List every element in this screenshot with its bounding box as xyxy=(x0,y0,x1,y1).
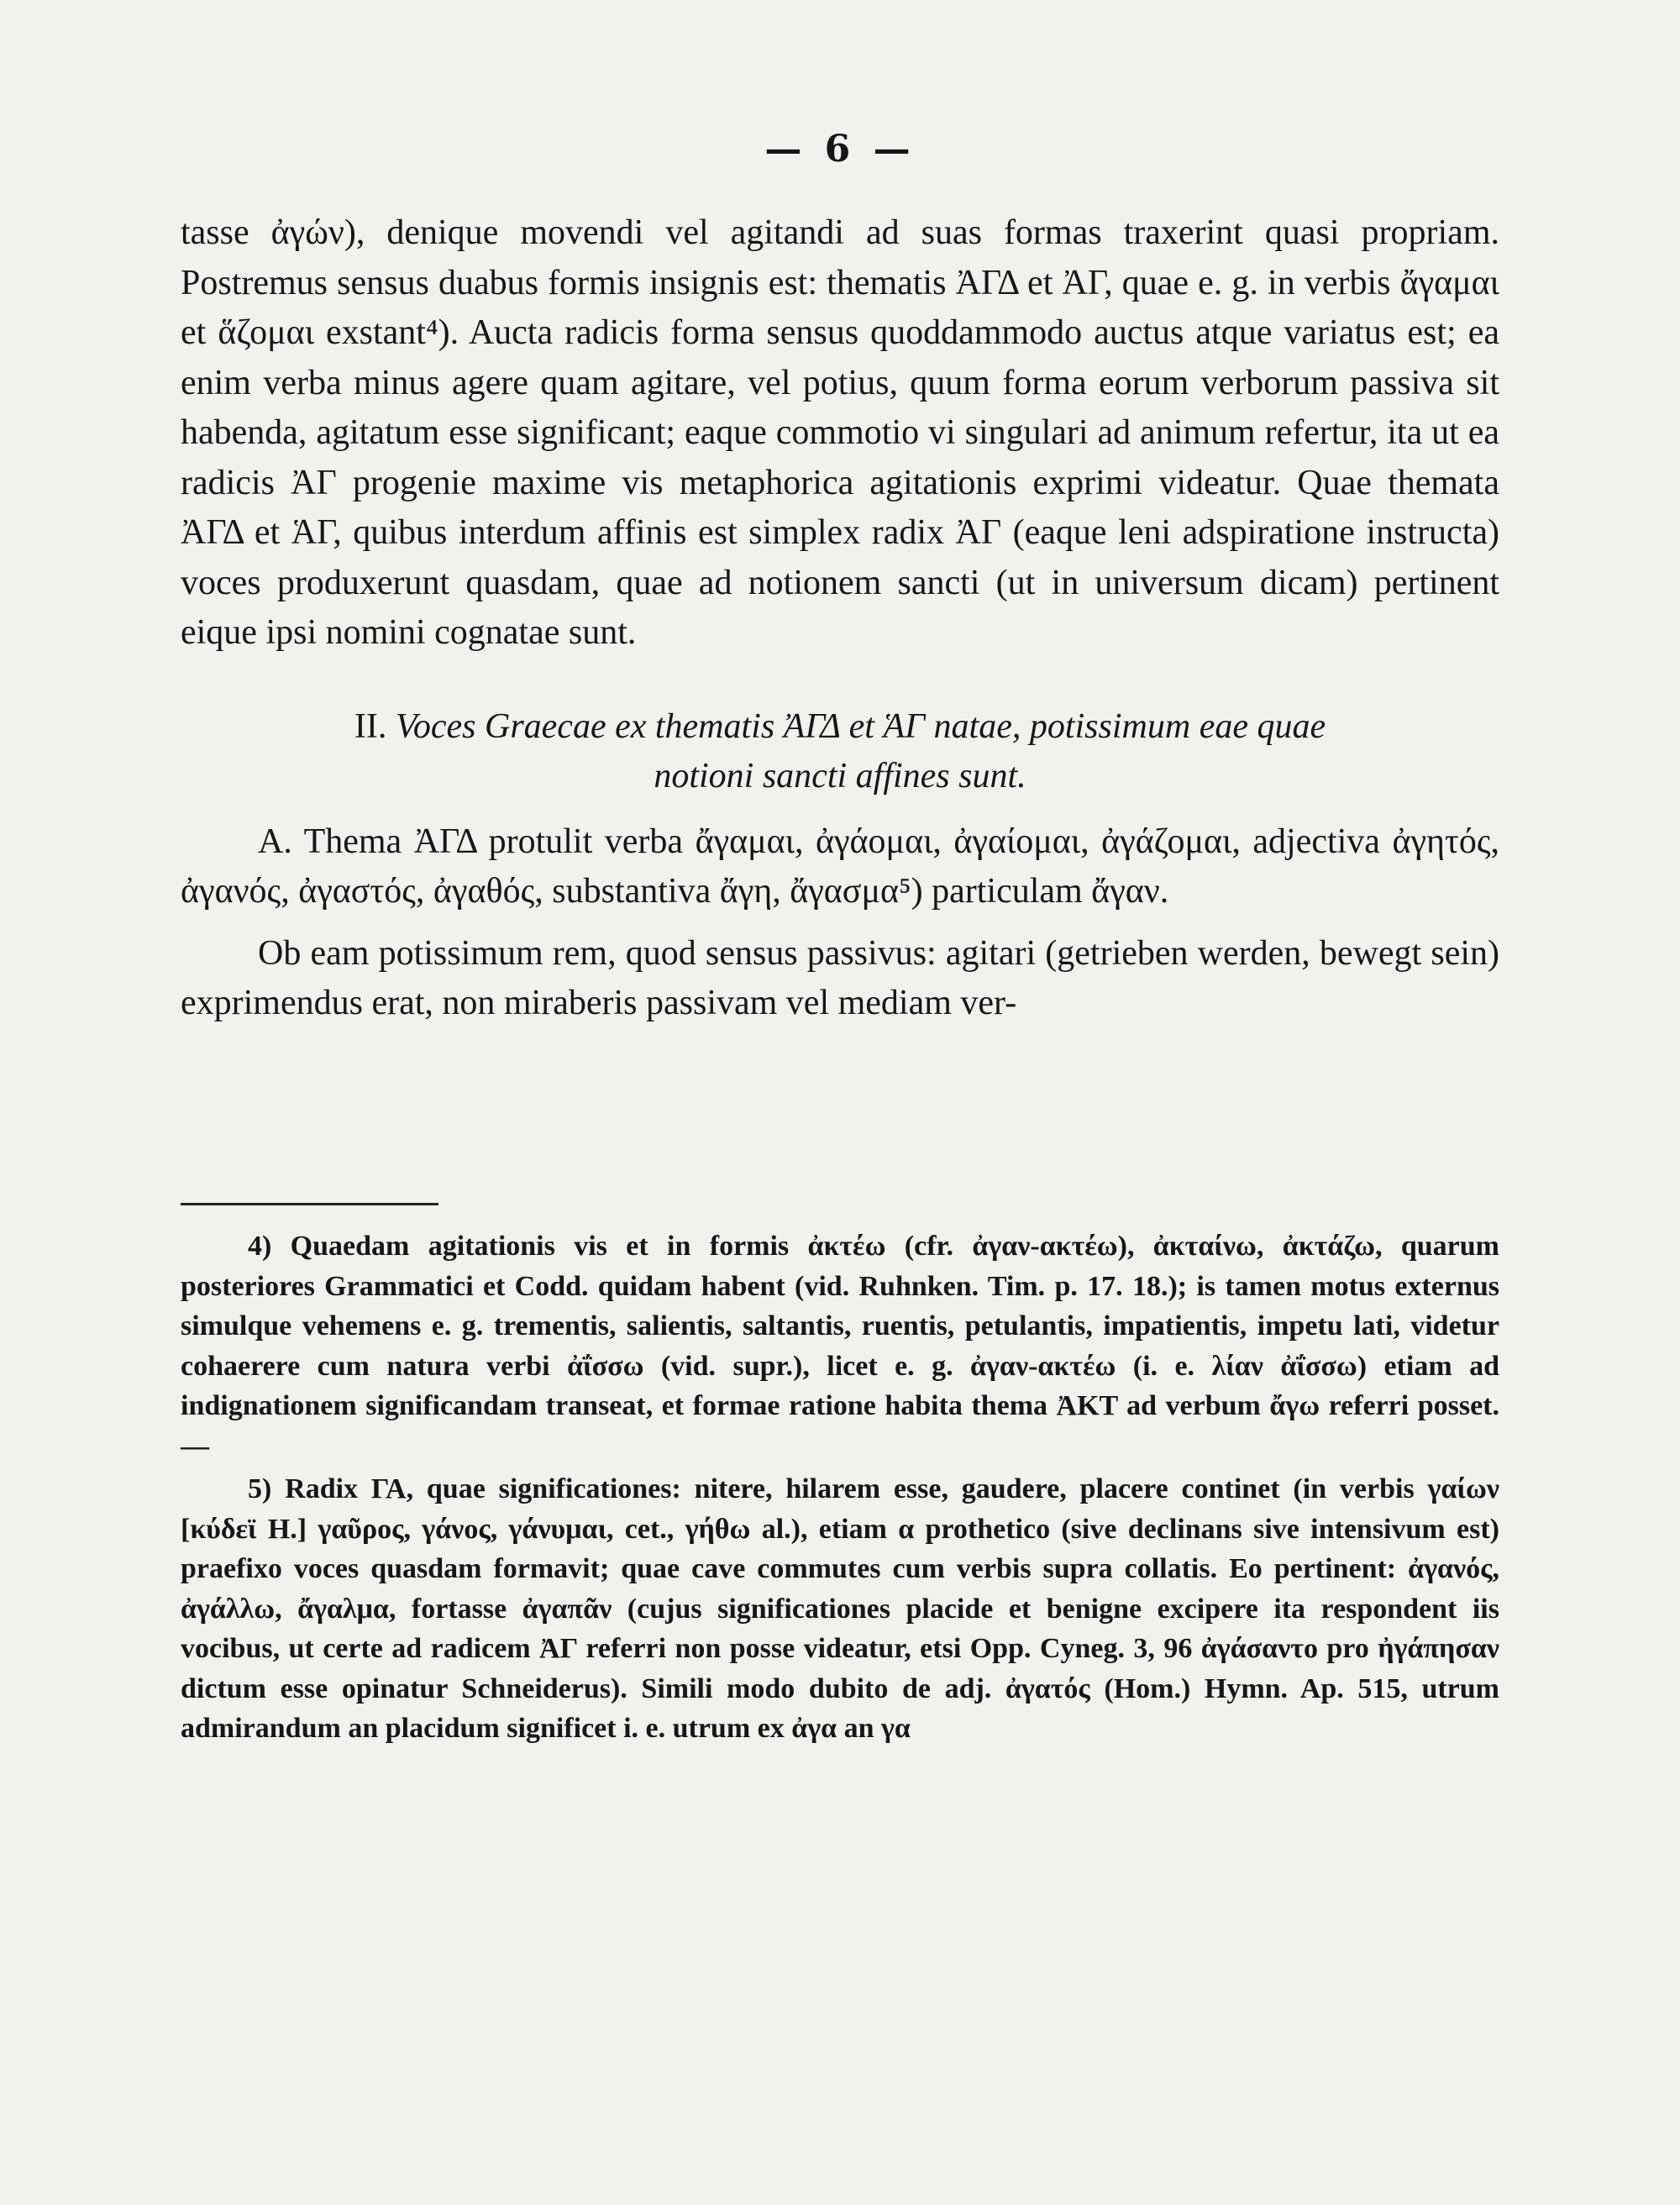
page-number: — 6 — xyxy=(764,128,916,171)
section-number: II. xyxy=(354,706,387,746)
footnote-4: 4) Quaedam agitationis vis et in formis ἀκτέω (cfr. ἀγαν-ακτέω), ἀκταίνω, ἀκτάζω, quarum posteriores Grammatici et Codd. quidam habent (vid. Ruhnken. Tim. p. 17. 18.); is tamen motus externus simulque vehemens e. g. trementis, salientis, saltantis, ruentis, petulantis, impatientis, impetu lati, videtur cohaerere cum natura verbi ἀΐσσω (vid. supr.), licet e. g. ἀγαν-ακτέω (i. e. λίαν ἀΐσσω) etiam ad indignationem significandam transeat, et formae ratione habita thema ἈΚΤ ad verbum ἄγω referri posset. — xyxy=(181,1231,1499,1462)
main-text xyxy=(181,208,1499,1029)
section-heading xyxy=(181,702,1499,802)
footnote-5: 5) Radix ΓΑ, quae significationes: nitere, hilarem esse, gaudere, placere continet (in verbis γαίων [κύδεϊ Η.] γαῦρος, γάνος, γάνυμαι, cet., γήθω al.), etiam α prothetico (sive declinans sive intensivum est) praefixo voces quasdam formavit; quae cave commutes cum verbis supra collatis. Eo pertinent: ἀγανός, ἀγάλλω, ἄγαλμα, fortasse ἀγαπᾶν (cujus significationes placide et benigne excipere ita respondent iis vocibus, ut certe ad radicem ἈΓ referri non posse videatur, etsi Opp. Cyneg. 3, 96 ἀγάσαντο pro ἠγάπησαν dictum esse opinatur Schneiderus). Simili modo dubito de adj. ἀγατός (Hom.) Hymn. Ap. 515, utrum admirandum an placidum significet i. e. utrum ex ἀγα an γα xyxy=(181,1473,1499,1744)
paragraph-2: A. Thema ἈΓΔ protulit verba ἄγαμαι, ἀγάομαι, ἀγαίομαι, ἀγάζομαι, adjectiva ἀγητός, ἀγανός, ἀγαστός, ἀγαθός, substantiva ἄγη, ἄγασμα⁵) particulam ἄγαν. xyxy=(181,822,1499,911)
paragraph-3: Ob eam potissimum rem, quod sensus passivus: agitari (getrieben werden, bewegt sein) exprimendus erat, non miraberis passivam vel mediam ver- xyxy=(181,933,1499,1022)
paragraph-1: tasse ἀγών), denique movendi vel agitandi ad suas formas traxerint quasi propriam. Postremus sensus duabus formis insignis est: thematis ἈΓΔ et ἈΓ, quae e. g. in verbis ἄγαμαι et ἅζομαι exstant⁴). Aucta radicis forma sensus quoddammodo auctus atque variatus est; ea enim verba minus agere quam agitare, vel potius, quum forma eorum verborum passiva sit habenda, agitatum esse significant; eaque commotio vi singulari ad animum refertur, ita ut ea radicis ἈΓ progenie maxime vis metaphorica agitationis exprimi videatur. Quae themata ἈΓΔ et ἉΓ, quibus interdum affinis est simplex radix ἈΓ (eaque leni adspiratione instructa) voces produxerunt quasdam, quae ad notionem sancti (ut in universum dicam) pertinent eique ipsi nomini cognatae sunt. xyxy=(181,213,1499,652)
footnote-rule xyxy=(181,1203,438,1205)
section-title-2: notioni sancti affines sunt. xyxy=(654,757,1026,795)
footnotes xyxy=(181,1226,1499,1749)
section-heading-line-1 xyxy=(181,702,1499,753)
section-title-1: Voces Graecae ex thematis ἈΓΔ et ἉΓ natae, potissimum eae quae xyxy=(395,706,1326,746)
